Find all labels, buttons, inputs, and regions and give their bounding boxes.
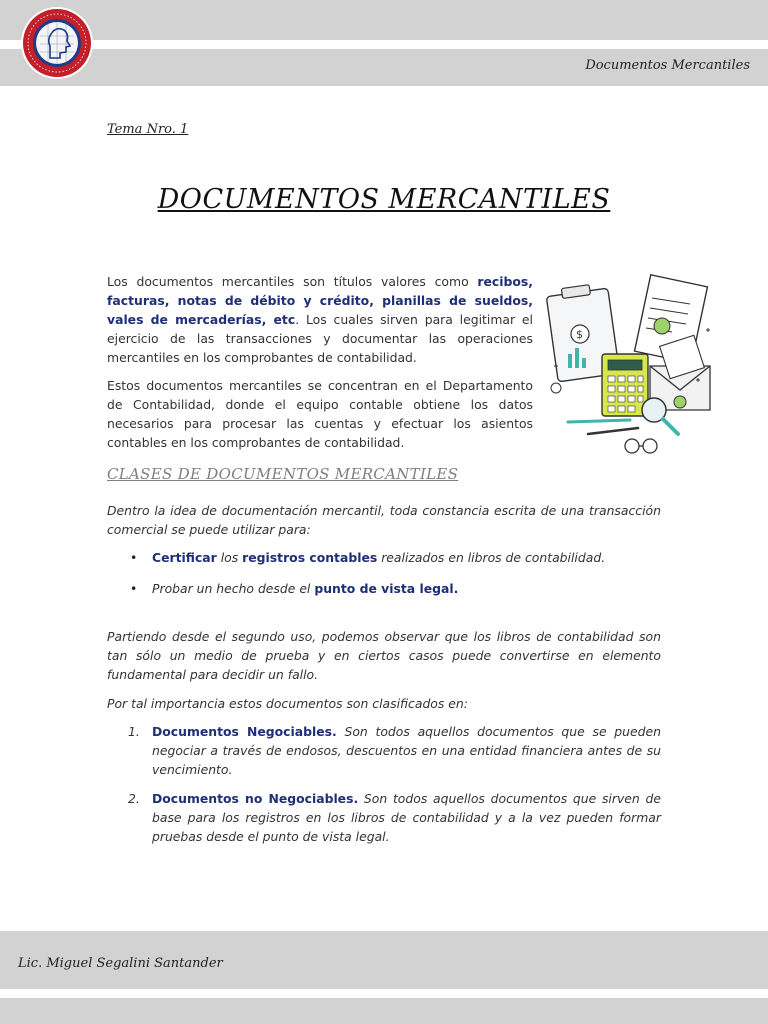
list-item: [108, 789, 661, 846]
second-paragraph: Estos documentos mercantiles se concentran en el Departamento de Contabilidad, donde el equipo contable obtiene los datos necesarios para procesar las cuentas y efectuar los asientos contables en los comprobantes de contabilidad.: [107, 378, 533, 450]
institution-seal-icon: [20, 6, 94, 80]
use-text: los: [216, 550, 243, 565]
type-description: Son todos aquellos documentos que se pueden negociar a través de endosos, descuentos en una entidad financiera antes de su vencimiento.: [152, 724, 661, 777]
use-highlight: punto de vista legal.: [314, 581, 459, 596]
footer-divider: [0, 989, 768, 998]
classification-intro: Por tal importancia estos documentos son clasificados en:: [107, 696, 468, 711]
page-title: DOCUMENTOS MERCANTILES: [157, 184, 611, 215]
footer-band: [0, 931, 768, 1024]
list-item: [108, 722, 661, 779]
list-item: [108, 579, 668, 598]
list-item: [108, 548, 668, 567]
bullet-point: •: [130, 581, 138, 596]
intro-highlight: recibos, facturas, notas de débito y crédito, planillas de sueldos, vales de mercaderías, etc: [107, 274, 533, 327]
use-highlight: Certificar: [152, 550, 217, 565]
footer-author: Lic. Miguel Segalini Santander: [18, 956, 223, 971]
accounting-documents-illustration: [546, 270, 716, 456]
header-divider: [0, 40, 768, 49]
header-title: Documentos Mercantiles: [585, 58, 750, 73]
uses-intro: Dentro la idea de documentación mercantil, toda constancia escrita de una transacción comercial se puede utilizar para:: [107, 503, 661, 537]
uses-list: [108, 548, 668, 610]
intro-paragraph: [107, 272, 533, 367]
use-text: Probar un hecho desde el: [152, 581, 315, 596]
type-name: Documentos no Negociables.: [152, 791, 359, 806]
document-types-list: [108, 722, 661, 856]
topic-label: Tema Nro. 1: [107, 122, 189, 137]
section-heading: CLASES DE DOCUMENTOS MERCANTILES: [107, 465, 459, 483]
use-highlight: registros contables: [242, 550, 378, 565]
item-number: 2.: [128, 791, 140, 806]
intro-lead: Los documentos mercantiles son títulos valores como: [107, 274, 478, 289]
type-description: Son todos aquellos documentos que sirven de base para los registros en los libros de contabilidad y a la vez pueden formar pruebas desde el punto de vista legal.: [152, 791, 662, 844]
type-name: Documentos Negociables.: [152, 724, 337, 739]
intro-rest: . Los cuales sirven para legitimar el ejercicio de las transacciones y documentar las operaciones mercantiles en los comprobantes de contabilidad.: [107, 312, 533, 365]
item-number: 1.: [128, 724, 140, 739]
svg-text:$: $: [576, 328, 583, 341]
use-text: realizados en libros de contabilidad.: [377, 550, 606, 565]
legal-paragraph: Partiendo desde el segundo uso, podemos observar que los libros de contabilidad son tan sólo un medio de prueba y en ciertos casos puede convertirse en elemento fundamental para decidir un fallo.: [107, 629, 661, 682]
bullet-point: •: [130, 550, 138, 565]
